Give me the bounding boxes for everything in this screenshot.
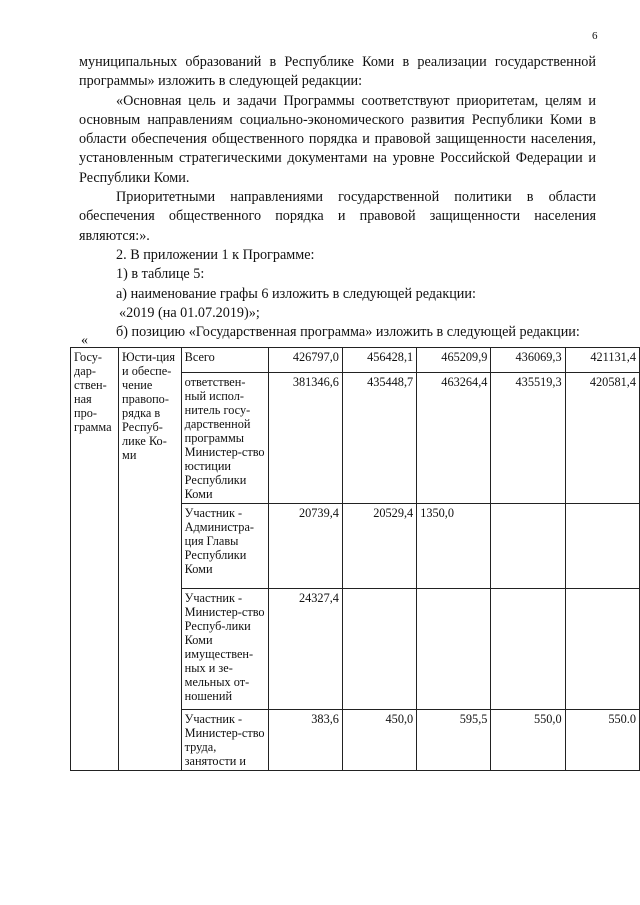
value-cell <box>491 504 565 589</box>
paragraph-4: 2. В приложении 1 к Программе: <box>116 246 315 263</box>
value-cell <box>565 589 639 710</box>
budget-table <box>70 347 640 771</box>
value-cell: 20529,4 <box>342 504 416 589</box>
executor-cell: Участник - Администра-ция Главы Республики Коми <box>181 504 268 589</box>
value-cell: 450,0 <box>342 710 416 771</box>
status-cell: Госу-дар-ствен-ная про-грамма <box>71 348 119 771</box>
value-cell: 435519,3 <box>491 373 565 504</box>
value-cell: 595,5 <box>417 710 491 771</box>
paragraph-2: «Основная цель и задачи Программы соответствуют приоритетам, целям и основным направлениям социально-экономического развития Республики Коми в области обеспечения общественного порядка и правовой защищенности населения, установленным стратегическими документами на уровне Российской Федерации и Республики Коми. <box>79 92 596 186</box>
executor-cell: Участник - Министер-ство Респуб-лики Коми имуществен-ных и зе-мельных от-ношений <box>181 589 268 710</box>
value-cell: 465209,9 <box>417 348 491 373</box>
executor-cell: Всего <box>181 348 268 373</box>
value-cell: 463264,4 <box>417 373 491 504</box>
program-name-cell: Юсти-ция и обеспе-чение правопо-рядка в Респуб-лике Ко-ми <box>119 348 182 771</box>
value-cell: 435448,7 <box>342 373 416 504</box>
value-cell: 383,6 <box>268 710 342 771</box>
value-cell <box>565 504 639 589</box>
body-text <box>79 53 596 342</box>
paragraph-8: б) позицию «Государственная программа» изложить в следующей редакции: <box>116 324 580 341</box>
value-cell: 24327,4 <box>268 589 342 710</box>
paragraph-6: а) наименование графы 6 изложить в следующей редакции: <box>116 285 476 302</box>
executor-cell: ответствен-ный испол-нитель госу-дарственной программы Министер-ство юстиции Республики Коми <box>181 373 268 504</box>
paragraph-7: «2019 (на 01.07.2019)»; <box>119 304 260 321</box>
paragraph-3: Приоритетными направлениями государственной политики в области обеспечения общественного порядка и правовой защищенности населения являются:». <box>79 189 596 244</box>
table-row <box>71 348 640 373</box>
value-cell: 426797,0 <box>268 348 342 373</box>
value-cell <box>491 589 565 710</box>
paragraph-5: 1) в таблице 5: <box>116 266 205 283</box>
value-cell: 20739,4 <box>268 504 342 589</box>
value-cell: 421131,4 <box>565 348 639 373</box>
value-cell <box>342 589 416 710</box>
value-cell: 550,0 <box>491 710 565 771</box>
value-cell: 456428,1 <box>342 348 416 373</box>
opening-quote: « <box>81 333 88 348</box>
value-cell: 420581,4 <box>565 373 639 504</box>
page-number: 6 <box>592 30 598 42</box>
value-cell: 436069,3 <box>491 348 565 373</box>
value-cell: 1350,0 <box>417 504 491 589</box>
paragraph-1: муниципальных образований в Республике Коми в реализации государственной программы» изложить в следующей редакции: <box>79 54 596 90</box>
value-cell <box>417 589 491 710</box>
executor-cell: Участник - Министер-ство труда, занятости и <box>181 710 268 771</box>
value-cell: 550.0 <box>565 710 639 771</box>
value-cell: 381346,6 <box>268 373 342 504</box>
